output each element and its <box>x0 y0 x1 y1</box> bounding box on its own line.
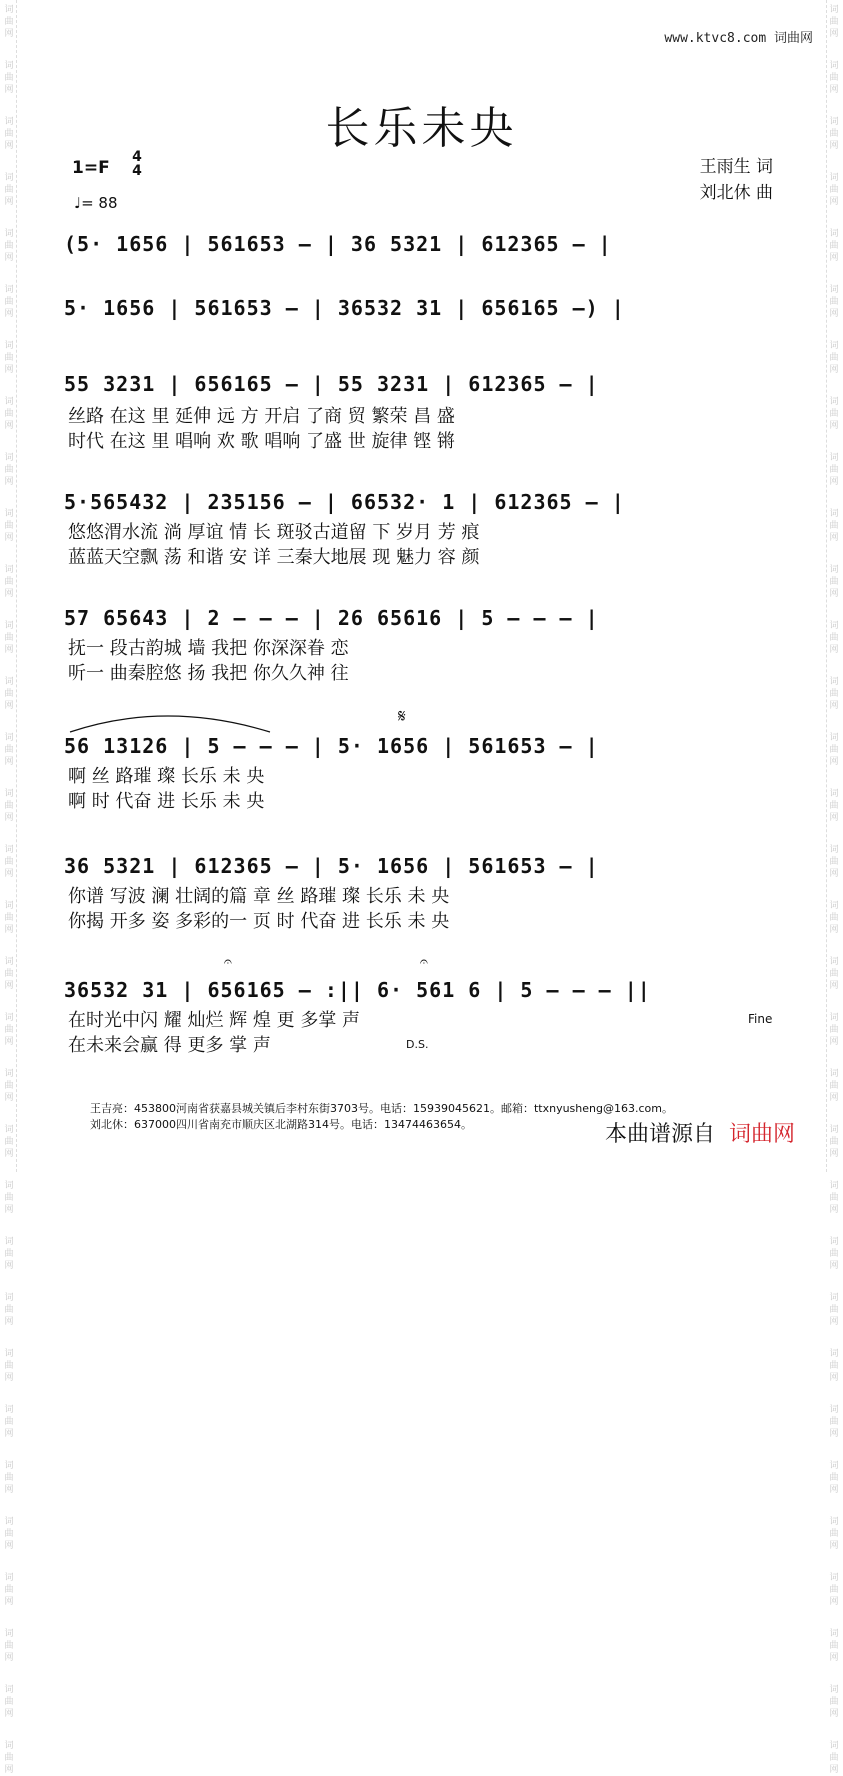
notation-line: 55 3231 | 656165 – | 55 3231 | 612365 – | <box>64 372 599 396</box>
time-signature-bottom: 4 <box>132 163 142 179</box>
notation-line: 5· 1656 | 561653 – | 36532 31 | 656165 –) | <box>64 296 625 320</box>
side-watermark-text: 词 曲 网 <box>4 1517 14 1551</box>
fine-mark: Fine <box>748 1012 773 1026</box>
side-watermark-text: 词 曲 网 <box>4 1741 14 1775</box>
key-signature: 1=F <box>72 158 110 178</box>
score-row-8 <box>64 978 780 1068</box>
side-watermark-text: 词 曲 网 <box>4 1069 14 1103</box>
lyrics-verse-2: 啊 时 代奋 进 长乐 未 央 <box>68 791 265 812</box>
side-watermark-text: 词 曲 网 <box>4 789 14 823</box>
notation-line: 36532 31 | 656165 – :|| 6· 561 6 | 5 – – – || <box>64 978 651 1002</box>
side-watermark-text: 词 曲 网 <box>4 341 14 375</box>
time-signature-top: 4 <box>132 149 142 165</box>
side-watermark-text: 词 曲 网 <box>829 61 839 95</box>
site-url[interactable]: www.ktvc8.com 词曲网 <box>664 31 813 46</box>
side-watermark-text: 词 曲 网 <box>829 397 839 431</box>
score-row-4 <box>64 490 780 580</box>
segno-mark: 𝄋 <box>398 706 406 727</box>
score-row-2 <box>64 296 780 336</box>
side-watermark-text: 词 曲 网 <box>829 845 839 879</box>
side-watermark-text: 词 曲 网 <box>4 1629 14 1663</box>
song-title: 长乐未央 <box>325 103 518 154</box>
side-watermark-text: 词 曲 网 <box>829 117 839 151</box>
contact-lyricist: 王吉亮：453800河南省获嘉县城关镇后李村东街3703号。电话：15939045621。邮箱：ttxnyusheng@163.com。 <box>90 1102 673 1115</box>
side-watermark-text: 词 曲 网 <box>829 1349 839 1383</box>
lyrics-verse-1: 悠悠渭水流 淌 厚谊 情 长 斑驳古道留 下 岁月 芳 痕 <box>68 522 480 543</box>
score-row-1 <box>64 232 780 272</box>
lyrics-verse-1: 啊 丝 路璀 璨 长乐 未 央 <box>68 766 265 787</box>
side-watermark-text: 词 曲 网 <box>829 1125 839 1159</box>
side-watermark-text: 词 曲 网 <box>4 173 14 207</box>
side-watermark-text: 词 曲 网 <box>4 117 14 151</box>
side-watermark-text: 词 曲 网 <box>4 1405 14 1439</box>
lyrics-verse-1: 在时光中闪 耀 灿烂 辉 煌 更 多掌 声 <box>68 1010 361 1031</box>
side-watermark-text: 词 曲 网 <box>829 453 839 487</box>
side-watermark-text: 词 曲 网 <box>4 1349 14 1383</box>
side-watermark-text: 词 曲 网 <box>829 1573 839 1607</box>
side-watermark-text: 词 曲 网 <box>829 1181 839 1215</box>
side-watermark-text: 词 曲 网 <box>4 453 14 487</box>
side-watermark-text: 词 曲 网 <box>829 173 839 207</box>
side-watermark-text: 词 曲 网 <box>829 621 839 655</box>
brand-site[interactable]: 词曲网 <box>728 1122 795 1147</box>
lyrics-verse-2: 听一 曲秦腔悠 扬 我把 你久久神 往 <box>68 663 349 684</box>
side-watermark-text: 词 曲 网 <box>829 1517 839 1551</box>
side-watermark-text: 词 曲 网 <box>829 5 839 39</box>
side-watermark-text: 词 曲 网 <box>829 1069 839 1103</box>
score-row-3 <box>64 372 780 462</box>
side-watermark-text: 词 曲 网 <box>829 789 839 823</box>
side-watermark-text: 词 曲 网 <box>4 565 14 599</box>
side-watermark-text: 词 曲 网 <box>829 1629 839 1663</box>
side-watermark-text: 词 曲 网 <box>4 1461 14 1495</box>
side-watermark-text: 词 曲 网 <box>829 957 839 991</box>
side-watermark-text: 词 曲 网 <box>4 509 14 543</box>
right-watermark-strip <box>827 0 841 1775</box>
lyrics-verse-1: 抚一 段古韵城 墙 我把 你深深眷 恋 <box>68 638 349 659</box>
tempo-mark: ♩= 88 <box>74 194 118 212</box>
side-watermark-text: 词 曲 网 <box>829 229 839 263</box>
ds-mark: D.S. <box>406 1038 429 1051</box>
side-watermark-text: 词 曲 网 <box>829 1237 839 1271</box>
notation-line: 36 5321 | 612365 – | 5· 1656 | 561653 – | <box>64 854 599 878</box>
lyrics-verse-1: 丝路 在这 里 延伸 远 方 开启 了商 贸 繁荣 昌 盛 <box>68 406 455 427</box>
lyrics-verse-2: 在未来会赢 得 更多 掌 声 <box>68 1035 271 1056</box>
side-watermark-text: 词 曲 网 <box>4 1181 14 1215</box>
side-watermark-text: 词 曲 网 <box>4 621 14 655</box>
side-watermark-text: 词 曲 网 <box>4 901 14 935</box>
side-watermark-text: 词 曲 网 <box>4 1573 14 1607</box>
notation-line: (5· 1656 | 561653 – | 36 5321 | 612365 – | <box>64 232 612 256</box>
lyricist-credit: 王雨生 词 <box>699 157 773 177</box>
side-watermark-text: 词 曲 网 <box>4 1293 14 1327</box>
composer-credit: 刘北休 曲 <box>699 183 773 203</box>
side-watermark-text: 词 曲 网 <box>829 509 839 543</box>
source-brand[interactable] <box>605 1117 795 1148</box>
slur-curve <box>70 716 270 732</box>
side-watermark-text: 词 曲 网 <box>4 1685 14 1719</box>
side-watermark-text: 词 曲 网 <box>829 1293 839 1327</box>
fermata-mark: 𝄐 <box>420 954 428 970</box>
side-watermark-text: 词 曲 网 <box>4 5 14 39</box>
side-watermark-text: 词 曲 网 <box>829 341 839 375</box>
left-watermark-strip <box>2 0 16 1775</box>
lyrics-verse-1: 你谱 写波 澜 壮阔的篇 章 丝 路璀 璨 长乐 未 央 <box>68 886 450 907</box>
side-watermark-text: 词 曲 网 <box>829 565 839 599</box>
score-row-6 <box>64 734 780 824</box>
side-watermark-text: 词 曲 网 <box>829 1405 839 1439</box>
contact-composer: 刘北休：637000四川省南充市顺庆区北湖路314号。电话：13474463654。 <box>90 1118 472 1131</box>
fermata-mark: 𝄐 <box>224 954 232 970</box>
side-watermark-text: 词 曲 网 <box>4 733 14 767</box>
brand-label: 本曲谱源自 <box>604 1122 715 1147</box>
side-watermark-text: 词 曲 网 <box>829 1741 839 1775</box>
side-watermark-text: 词 曲 网 <box>4 845 14 879</box>
side-watermark-text: 词 曲 网 <box>4 285 14 319</box>
side-watermark-text: 词 曲 网 <box>4 229 14 263</box>
lyrics-verse-2: 蓝蓝天空飘 荡 和谐 安 详 三秦大地展 现 魅力 容 颜 <box>68 547 480 568</box>
side-watermark-text: 词 曲 网 <box>829 1685 839 1719</box>
left-border-line <box>16 0 17 1172</box>
lyrics-verse-2: 你揭 开多 姿 多彩的一 页 时 代奋 进 长乐 未 央 <box>68 911 450 932</box>
notation-line: 57 65643 | 2 – – – | 26 65616 | 5 – – – | <box>64 606 599 630</box>
side-watermark-text: 词 曲 网 <box>829 285 839 319</box>
lyrics-verse-2: 时代 在这 里 唱响 欢 歌 唱响 了盛 世 旋律 铿 锵 <box>68 431 455 452</box>
side-watermark-text: 词 曲 网 <box>829 901 839 935</box>
score-row-7 <box>64 854 780 944</box>
side-watermark-text: 词 曲 网 <box>4 1237 14 1271</box>
side-watermark-text: 词 曲 网 <box>4 1125 14 1159</box>
notation-line: 56 13126 | 5 – – – | 5· 1656 | 561653 – | <box>64 734 599 758</box>
side-watermark-text: 词 曲 网 <box>829 677 839 711</box>
side-watermark-text: 词 曲 网 <box>829 1461 839 1495</box>
side-watermark-text: 词 曲 网 <box>4 1013 14 1047</box>
notation-line: 5·565432 | 235156 – | 66532· 1 | 612365 – | <box>64 490 625 514</box>
phrase-slur <box>66 706 276 736</box>
time-signature <box>131 150 143 178</box>
score-row-5 <box>64 606 780 696</box>
side-watermark-text: 词 曲 网 <box>4 957 14 991</box>
side-watermark-text: 词 曲 网 <box>829 1013 839 1047</box>
side-watermark-text: 词 曲 网 <box>4 677 14 711</box>
side-watermark-text: 词 曲 网 <box>4 397 14 431</box>
side-watermark-text: 词 曲 网 <box>4 61 14 95</box>
side-watermark-text: 词 曲 网 <box>829 733 839 767</box>
